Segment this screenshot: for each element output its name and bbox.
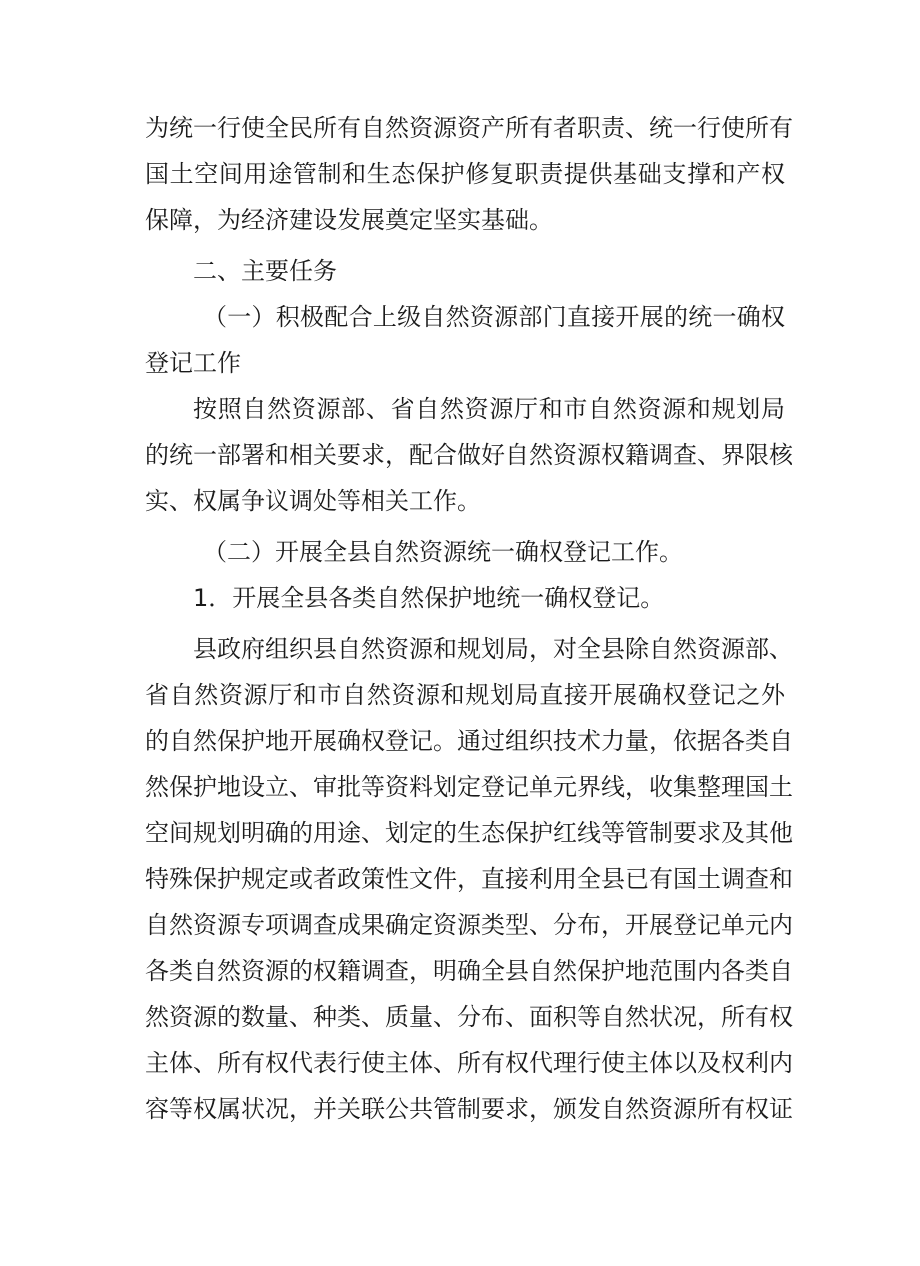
section-heading: 二、主要任务: [193, 257, 337, 285]
text-line: 然保护地设立、审批等资料划定登记单元界线，收集整理国土: [145, 773, 793, 801]
text-line: 的统一部署和相关要求，配合做好自然资源权籍调查、界限核: [145, 441, 793, 469]
text-line: 主体、所有权代表行使主体、所有权代理行使主体以及权利内: [145, 1049, 793, 1077]
text-line: 空间规划明确的用途、划定的生态保护红线等管制要求及其他: [145, 819, 793, 847]
text-line: 各类自然资源的权籍调查，明确全县自然保护地范围内各类自: [145, 957, 793, 985]
text-line: 县政府组织县自然资源和规划局，对全县除自然资源部、: [193, 635, 793, 663]
subsection-heading: （二）开展全县自然资源统一确权登记工作。: [203, 538, 683, 566]
text-line: 实、权属争议调处等相关工作。: [145, 487, 481, 515]
text-line: 容等权属状况，并关联公共管制要求，颁发自然资源所有权证: [145, 1095, 793, 1123]
text-line: 按照自然资源部、省自然资源厅和市自然资源和规划局: [193, 395, 785, 423]
text-line: 然资源的数量、种类、质量、分布、面积等自然状况，所有权: [145, 1003, 793, 1031]
numbered-heading: 1．开展全县各类自然保护地统一确权登记。: [193, 584, 665, 612]
text-line: 省自然资源厅和市自然资源和规划局直接开展确权登记之外: [145, 681, 785, 709]
subsection-heading-cont: 登记工作: [145, 349, 241, 377]
text-line: 保障，为经济建设发展奠定坚实基础。: [145, 206, 553, 234]
text-line: 特殊保护规定或者政策性文件，直接利用全县已有国土调查和: [145, 865, 793, 893]
text-line: 为统一行使全民所有自然资源资产所有者职责、统一行使所有: [145, 114, 793, 142]
text-line: 国土空间用途管制和生态保护修复职责提供基础支撑和产权: [145, 160, 785, 188]
text-line: 的自然保护地开展确权登记。通过组织技术力量，依据各类自: [145, 727, 793, 755]
subsection-heading: （一）积极配合上级自然资源部门直接开展的统一确权: [203, 303, 785, 331]
text-line: 自然资源专项调查成果确定资源类型、分布，开展登记单元内: [145, 911, 793, 939]
